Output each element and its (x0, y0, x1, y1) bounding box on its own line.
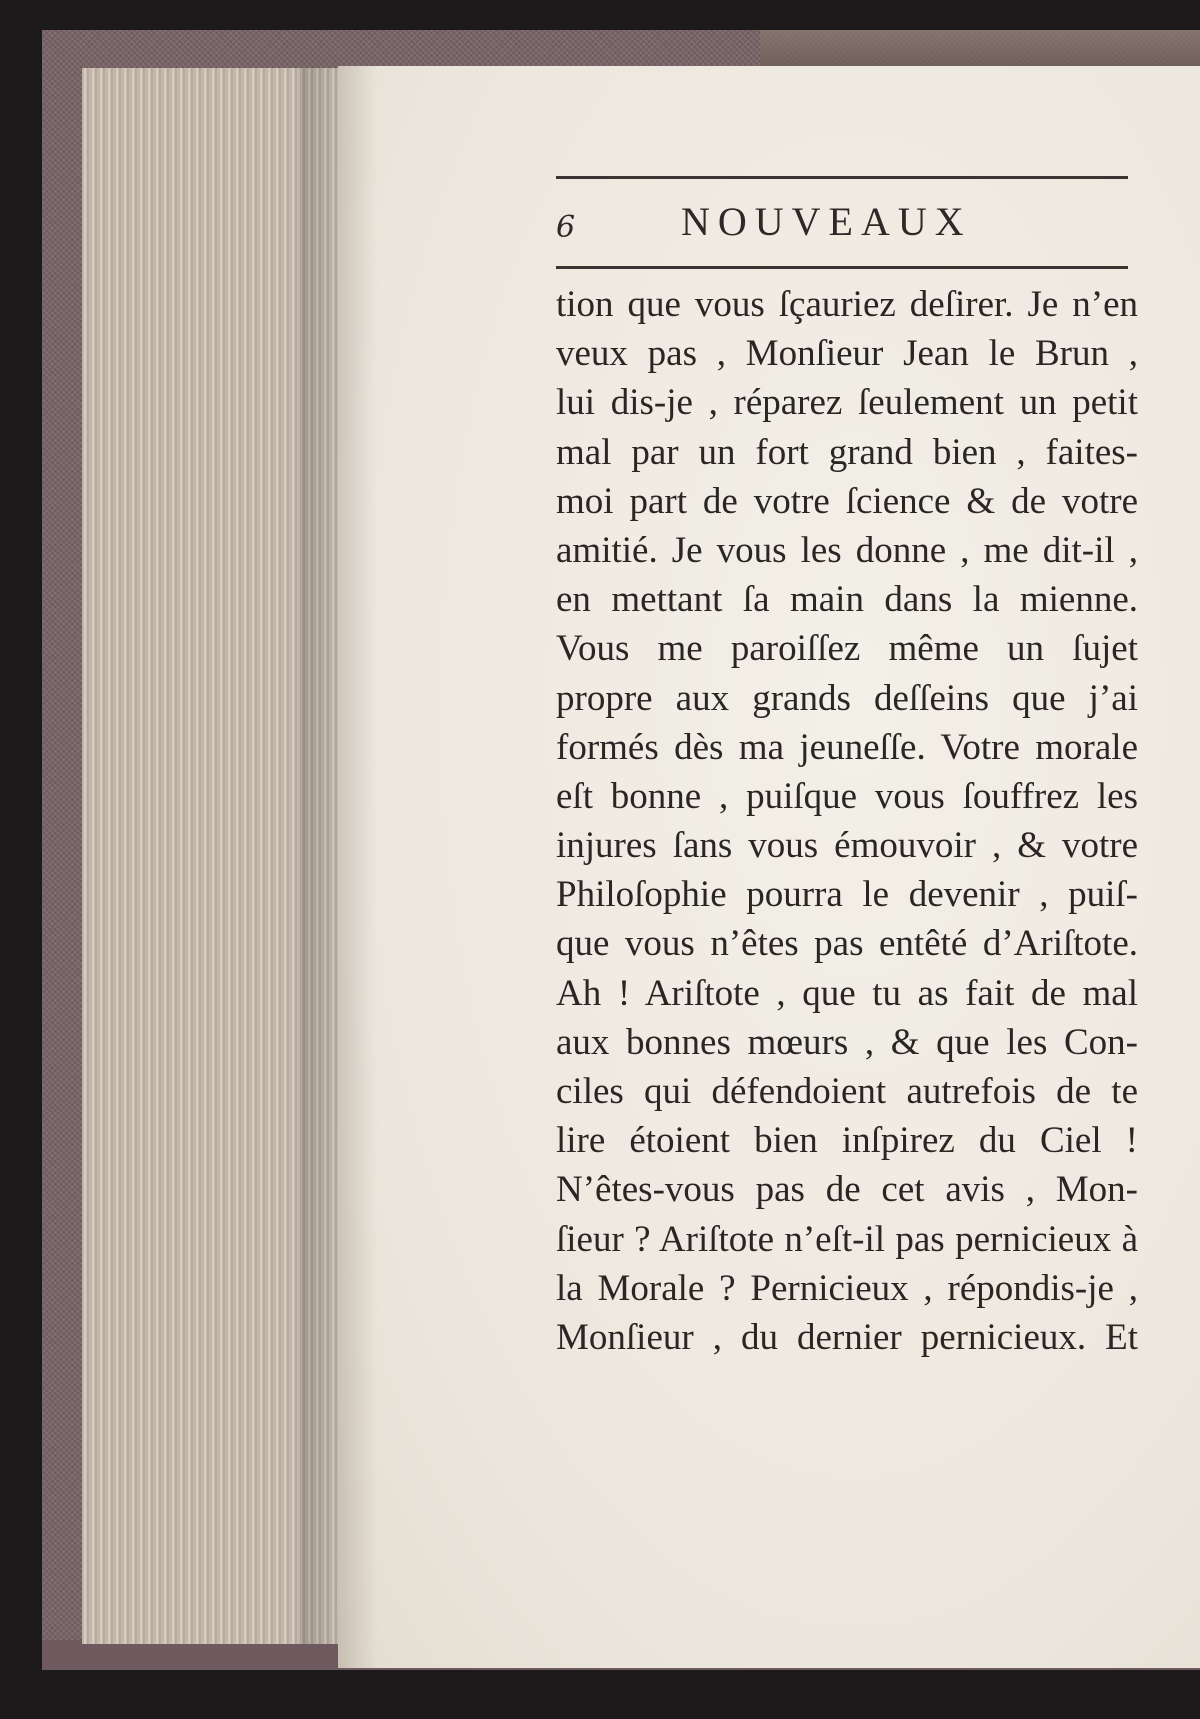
text-line: amitié. Je vous les donne , me dit-il , (556, 529, 1138, 571)
page-body-text (556, 280, 1138, 1362)
text-line: ſieur ? Ariſtote n’eſt-il pas pernicieux à (556, 1218, 1138, 1260)
text-line: en mettant ſa main dans la mienne. (556, 579, 1138, 621)
text-line: la Morale ? Pernicieux , répondis-je , (556, 1267, 1138, 1309)
text-line: veux pas , Monſieur Jean le Brun , (556, 333, 1138, 375)
text-line: eſt bonne , puiſque vous ſouffrez les (556, 775, 1138, 817)
page-edges-shadow (300, 68, 342, 1644)
text-line: ciles qui défendoient autrefois de te (556, 1071, 1138, 1112)
text-line: propre aux grands deſſeins que j’ai (556, 677, 1138, 719)
text-line: moi part de votre ſcience & de votre (556, 480, 1138, 522)
page-gutter-shadow (338, 66, 378, 1668)
running-title: NOUVEAUX (681, 199, 972, 244)
header-rule-bottom (556, 266, 1128, 269)
header-rule-top (556, 176, 1128, 179)
text-line: tion que vous ſçauriez deſirer. Je n’en (556, 284, 1138, 325)
text-line: N’êtes-vous pas de cet avis , Mon- (556, 1169, 1138, 1211)
text-line: Monſieur , du dernier pernicieux. Et (556, 1316, 1138, 1358)
text-line: formés dès ma jeuneſſe. Votre morale (556, 726, 1138, 768)
text-line: Vous me paroiſſez même un ſujet (556, 628, 1138, 670)
text-line: Ah ! Ariſtote , que tu as fait de mal (556, 972, 1138, 1014)
page-number: 6 (556, 210, 576, 245)
text-line: Philoſophie pourra le devenir , puiſ- (556, 874, 1138, 916)
text-line: que vous n’êtes pas entêté d’Ariſtote. (556, 923, 1138, 965)
text-line: mal par un fort grand bien , faites- (556, 431, 1138, 473)
text-line: aux bonnes mœurs , & que les Con- (556, 1021, 1138, 1063)
text-line: injures ſans vous émouvoir , & votre (556, 825, 1138, 867)
running-header (556, 198, 1128, 258)
text-line: lire étoient bien inſpirez du Ciel ! (556, 1120, 1138, 1162)
text-line: lui dis-je , réparez ſeulement un petit (556, 382, 1138, 424)
